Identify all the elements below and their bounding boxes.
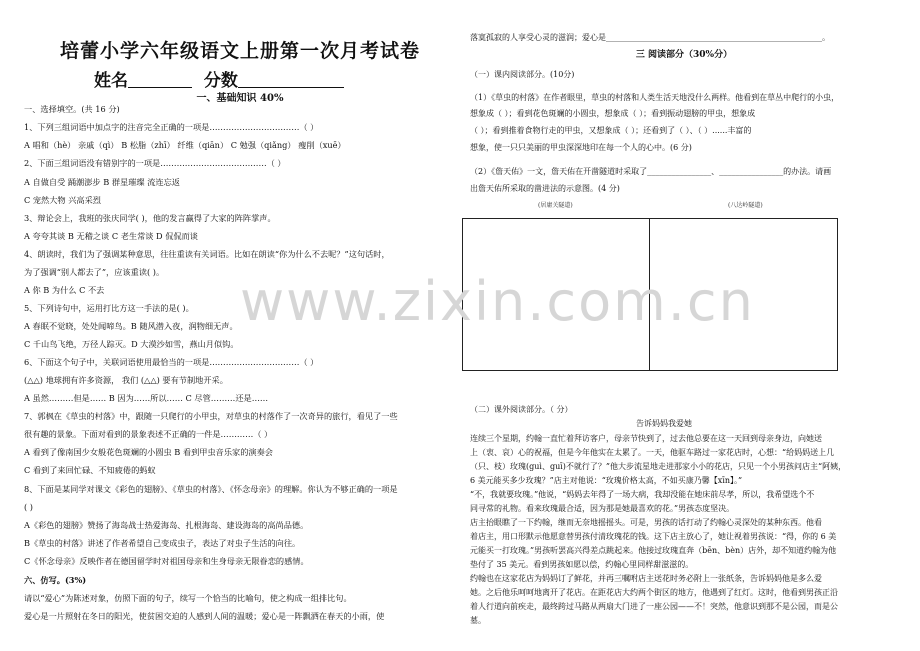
left-line: A 春眠不觉晓，处处闻啼鸟。B 随风潜入夜，润物细无声。 [24,321,238,331]
left-line: C 看到了来回忙碌、不知疲倦的蚂蚁 [24,465,156,475]
score-label: 分数 [203,71,238,91]
left-line: 4、朗读时，我们为了强调某种意思，往往重读有关词语。比如在朗读“你为什么不去呢？”这句话时， [24,249,390,259]
left-line: B《草虫的村落》讲述了作者希望自己变成虫子，表达了对虫子生活的向往。 [24,538,301,548]
name-blank [128,71,192,88]
story-line: 同寻常的礼物。看来玫瑰最合适，因为那是她最喜欢的花。”男孩态度坚决。 [470,504,735,513]
left-line: C 千山鸟飞绝，万径人踪灭。D 大漠沙如雪，燕山月似钩。 [24,339,239,349]
story-line: 墓。 [470,616,486,625]
left-line: 爱心是一片照射在冬日的阳光，使贫困交迫的人感到人间的温暖；爱心是一阵飘洒在春天的小雨，使 [24,611,385,621]
story-line: “不，我就要玫瑰。”他说，“妈妈去年得了一场大病，我却没能在她床前尽孝，所以，我希望选个不 [470,490,815,499]
site-watermark: www.zixin.com.cn [240,270,755,333]
story-line: 6 美元能买多少玫瑰？”店主对他说：“玫瑰价格太高，不如买康乃馨【xīn】。” [470,476,743,485]
story-line: 她。之后他乐呵呵地离开了花店。在距花店大约两个街区的地方，他遇到了红灯。这时，他看到男孩正沿 [470,588,838,597]
left-line: A 唱和（hè） 亲戚（qì） B 松脂（zhī） 纤维（qiān） C 勉强（qiǎng） 瘦削（xuē） [24,140,346,150]
score-blank [238,71,344,88]
right-line: 想象，使一只只美丽的甲虫深深地印在每一个人的心中。(6 分) [470,143,692,152]
left-line: 很有趣的景象。下面对看到的景象表述不正确的一件是…………（ ） [24,429,273,439]
left-line: 5、下列诗句中，运用打比方这一手法的是( )。 [24,303,194,313]
left-line: A 夸夸其谈 B 无稽之谈 C 老生常谈 D 侃侃而谈 [24,231,198,241]
story-line: 约翰也在这家花店为妈妈订了鲜花，并再三嘱咐店主送花时务必附上一张纸条，告诉妈妈他是多么爱 [470,574,822,583]
left-line: A 虽然………但是…… B 因为……所以…… C 尽管………还是…… [24,393,269,403]
left-line: 1、下列三组词语中加点字的注音完全正确的一项是……………………………（ ） [24,122,319,132]
right-line: 落寞孤寂的人享受心灵的滋润；爱心是______________________________________________________。 [470,33,830,42]
right-line: （ ）；看到推着食物行走的甲虫，又想象成（ ）；还看到了（ ）、（ ）......丰富的 [470,126,752,135]
name-label: 姓名 [94,71,128,91]
left-line: 8、下面是某同学对课文《彩色的翅膀》、《草虫的村落》、《怀念母亲》的理解。你认为不够正确的一项是 [24,484,398,494]
left-line: 3、辩论会上，我班的张庆同学( )，他的发言赢得了大家的阵阵掌声。 [24,213,276,223]
left-line: 请以“爱心”为陈述对象，仿照下面的句子，续写一个恰当的比喻句，使之构成一组排比句。 [24,593,352,603]
diagram-label-right: (八达岭隧道) [728,202,763,209]
story-line: 着人行道向前疾走，最终跨过马路从两扇大门进了一座公园——不！突然，他意识到那不是公园，而是公 [470,602,838,611]
story-line: 垫付了 35 美元。看到男孩如愿以偿，约翰心里同样甜滋滋的。 [470,560,694,569]
story-line: 元能买一打玫瑰。”男孩听罢高兴得差点跳起来。他接过玫瑰直奔（bēn、bèn）店外，却不知道约翰为他 [470,546,837,555]
right-line: 想象成（ ）；看到花色斑斓的小圆虫，想象成（ ）；看到振动翅膀的甲虫，想象成 [470,109,756,118]
left-line: (△△) 地球拥有许多资源， 我们 (△△) 要有节制地开采。 [24,375,228,385]
right-line: （一）课内阅读部分。(10分) [470,70,575,79]
story-title: 告诉妈妈我爱她 [636,419,692,428]
left-line: C《怀念母亲》反映作者在德国留学时对祖国母亲和生身母亲无限眷恋的感情。 [24,556,309,566]
right-line: 出詹天佑所采取的凿进法的示意图。(4 分) [470,184,620,193]
right-line: （1）《草虫的村落》在作者眼里，草虫的村落和人类生活天地没什么两样。他看到在草丛中爬行的小虫， [470,93,840,102]
left-line: A 自做自受 踊潮澎步 B 群星璀璨 流连忘返 [24,177,180,187]
right-line: （2）《詹天佑》一文，詹天佑在开凿隧道时采取了________________、________________的办法。请画 [470,167,832,176]
left-line: 六、仿写。(3%) [24,575,87,585]
story-line: （只、枝）玫瑰(guì、guī)不就行了？”他大步流星地走进那家小小的花店，只见一个小男孩问店主“阿姨， [470,462,847,471]
section-reading: 三 阅读部分（30%分） [635,50,733,60]
left-line: ( ) [24,502,33,512]
left-line: 2、下面三组词语没有错别字的一项是…………………………………（ ） [24,158,286,168]
story-line: 店主抬眼瞧了一下约翰，继而无奈地摇摇头。可是，男孩的话打动了约翰心灵深处的某种东西。他看 [470,518,822,527]
left-line: A 你 B 为什么 C 不去 [24,285,105,295]
left-line: 一、选择填空。(共 16 分) [24,104,120,114]
left-line: 6、下面这个句子中，关联词语使用最恰当的一项是……………………………（ ） [24,357,319,367]
right-line: （二）课外阅读部分。（ 分） [470,405,573,414]
left-line: C 宠然大物 兴高采烈 [24,195,101,205]
story-line: 连续三个星期，约翰一直忙着拜访客户，母亲节快到了，过去他总要在这一天回到母亲身边，向她送 [470,434,822,443]
left-line: A 看到了像南国少女般花色斑斓的小圆虫 B 看到甲虫音乐家的演奏会 [24,447,273,457]
left-line: 为了强调“别人都去了”，应该重读( )。 [24,267,165,277]
left-line: 7、郭枫在《草虫的村落》中，跟随一只爬行的小甲虫，对草虫的村落作了一次奇异的旅行，看见了一些 [24,411,398,421]
exam-title: 培蕾小学六年级语文上册第一次月考试卷 [59,40,420,62]
name-score-row [94,66,344,91]
story-line: 着店主，用口形默示他愿意替男孩付清玫瑰花的钱。这下店主放心了，她让视着男孩说：“得，你的 6 美 [470,532,837,541]
diagram-label-left: (居庸关隧道) [538,202,573,209]
section-basic-knowledge: 一、基础知识 40% [196,93,284,104]
left-line: A《彩色的翅膀》赞扬了海岛战士热爱海岛、扎根海岛、建设海岛的高尚品德。 [24,520,309,530]
story-line: 上（衷、哀）心的祝福，但是今年他实在太累了。一天，他驱车路过一家花店时，心想：“给妈妈送上几 [470,448,835,457]
